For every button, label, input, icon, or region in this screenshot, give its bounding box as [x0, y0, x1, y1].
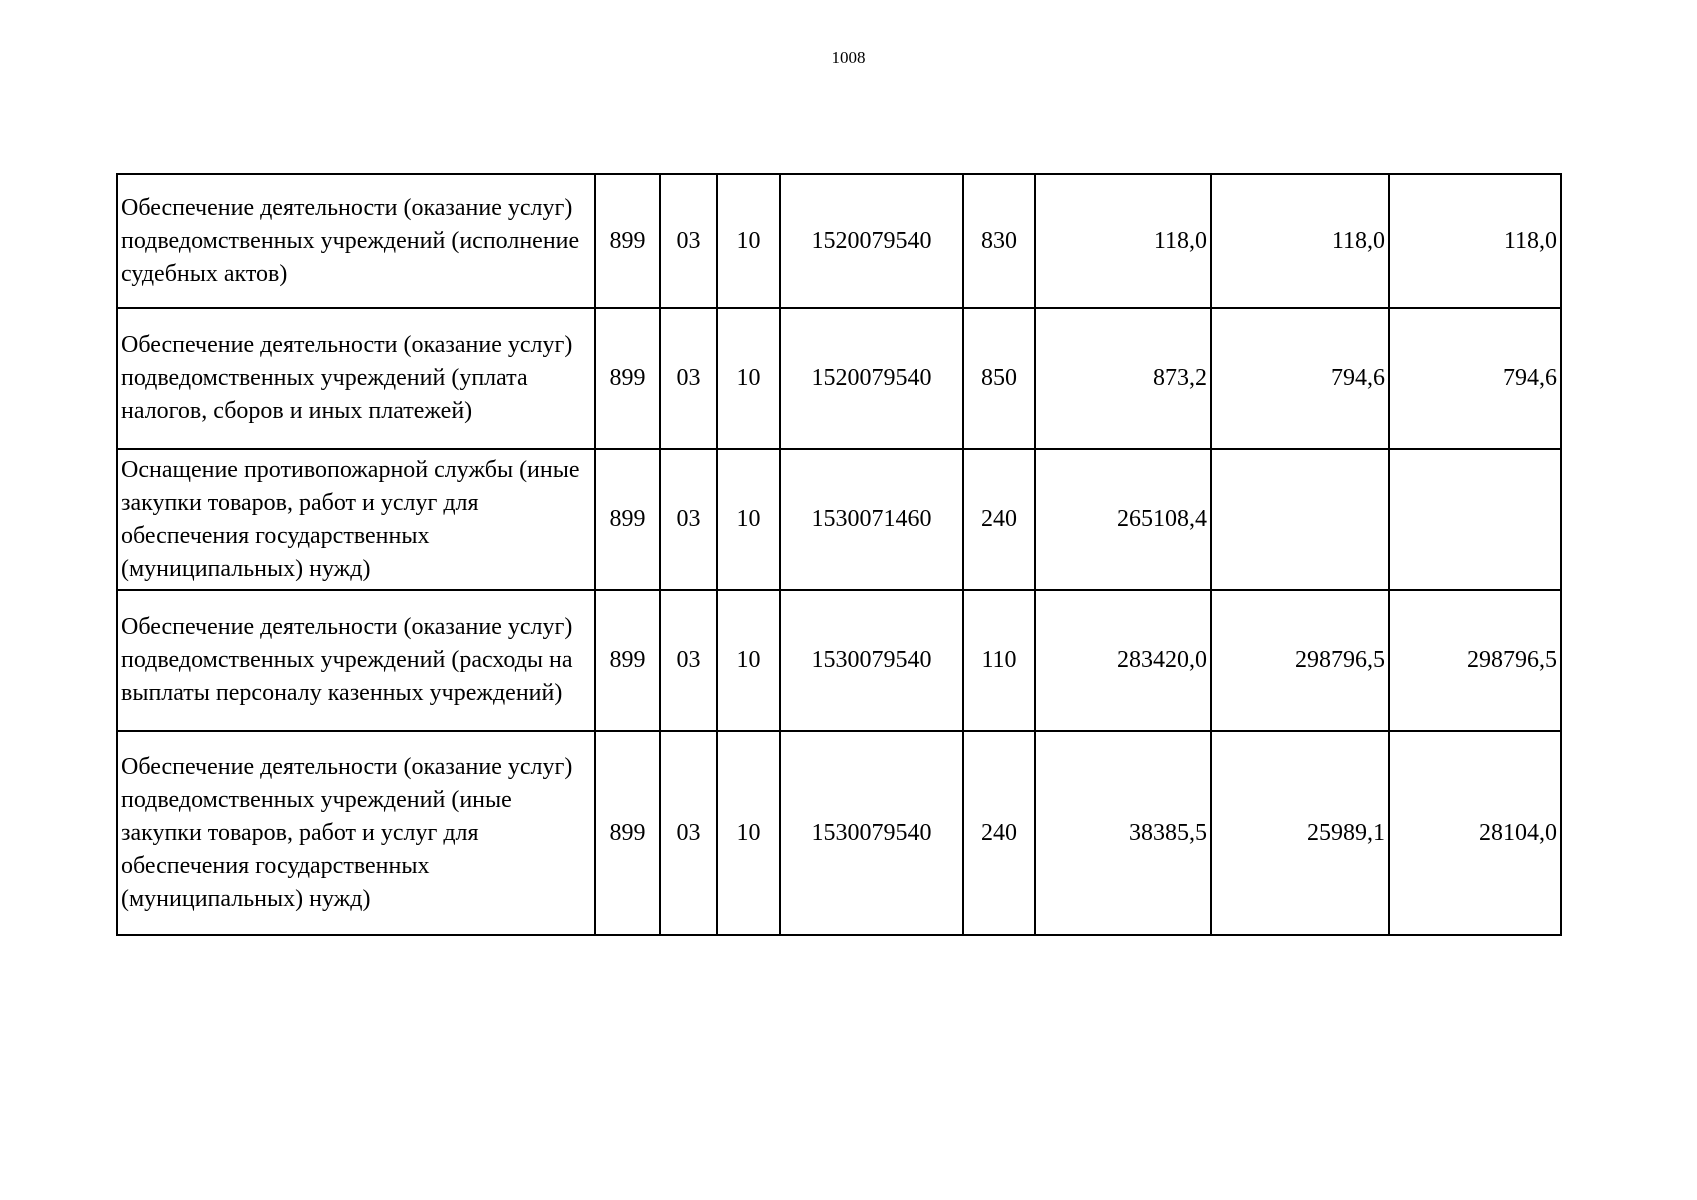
target-article-code: 1530071460	[780, 449, 963, 590]
table-row	[117, 731, 1561, 935]
amount-2	[1211, 449, 1389, 590]
ministry-code: 899	[595, 308, 660, 449]
amount-3: 794,6	[1389, 308, 1561, 449]
amount-3: 298796,5	[1389, 590, 1561, 731]
row-description: Обеспечение деятельности (оказание услуг) подведомственных учреждений (исполнение судебных актов)	[117, 174, 595, 308]
row-description: Обеспечение деятельности (оказание услуг) подведомственных учреждений (иные закупки товаров, работ и услуг для обеспечения государственных (муниципальных) нужд)	[117, 731, 595, 935]
row-description: Обеспечение деятельности (оказание услуг) подведомственных учреждений (уплата налогов, сборов и иных платежей)	[117, 308, 595, 449]
expense-type-code: 110	[963, 590, 1035, 731]
subsection-code: 10	[717, 731, 780, 935]
amount-2: 25989,1	[1211, 731, 1389, 935]
section-code: 03	[660, 174, 717, 308]
amount-1: 283420,0	[1035, 590, 1211, 731]
table-row	[117, 590, 1561, 731]
amount-2: 118,0	[1211, 174, 1389, 308]
ministry-code: 899	[595, 731, 660, 935]
ministry-code: 899	[595, 590, 660, 731]
ministry-code: 899	[595, 174, 660, 308]
section-code: 03	[660, 449, 717, 590]
target-article-code: 1530079540	[780, 731, 963, 935]
amount-1: 118,0	[1035, 174, 1211, 308]
amount-1: 265108,4	[1035, 449, 1211, 590]
section-code: 03	[660, 308, 717, 449]
subsection-code: 10	[717, 590, 780, 731]
row-description: Обеспечение деятельности (оказание услуг) подведомственных учреждений (расходы на выплаты персоналу казенных учреждений)	[117, 590, 595, 731]
subsection-code: 10	[717, 174, 780, 308]
row-description: Оснащение противопожарной службы (иные закупки товаров, работ и услуг для обеспечения государственных (муниципальных) нужд)	[117, 449, 595, 590]
amount-2: 794,6	[1211, 308, 1389, 449]
amount-3	[1389, 449, 1561, 590]
subsection-code: 10	[717, 449, 780, 590]
target-article-code: 1520079540	[780, 174, 963, 308]
table-row	[117, 174, 1561, 308]
expense-type-code: 240	[963, 731, 1035, 935]
amount-3: 28104,0	[1389, 731, 1561, 935]
budget-table	[116, 173, 1562, 936]
amount-1: 38385,5	[1035, 731, 1211, 935]
amount-3: 118,0	[1389, 174, 1561, 308]
table-row	[117, 308, 1561, 449]
expense-type-code: 830	[963, 174, 1035, 308]
target-article-code: 1530079540	[780, 590, 963, 731]
subsection-code: 10	[717, 308, 780, 449]
section-code: 03	[660, 731, 717, 935]
ministry-code: 899	[595, 449, 660, 590]
table-row	[117, 449, 1561, 590]
page-number: 1008	[831, 48, 866, 67]
section-code: 03	[660, 590, 717, 731]
expense-type-code: 240	[963, 449, 1035, 590]
target-article-code: 1520079540	[780, 308, 963, 449]
amount-2: 298796,5	[1211, 590, 1389, 731]
expense-type-code: 850	[963, 308, 1035, 449]
amount-1: 873,2	[1035, 308, 1211, 449]
